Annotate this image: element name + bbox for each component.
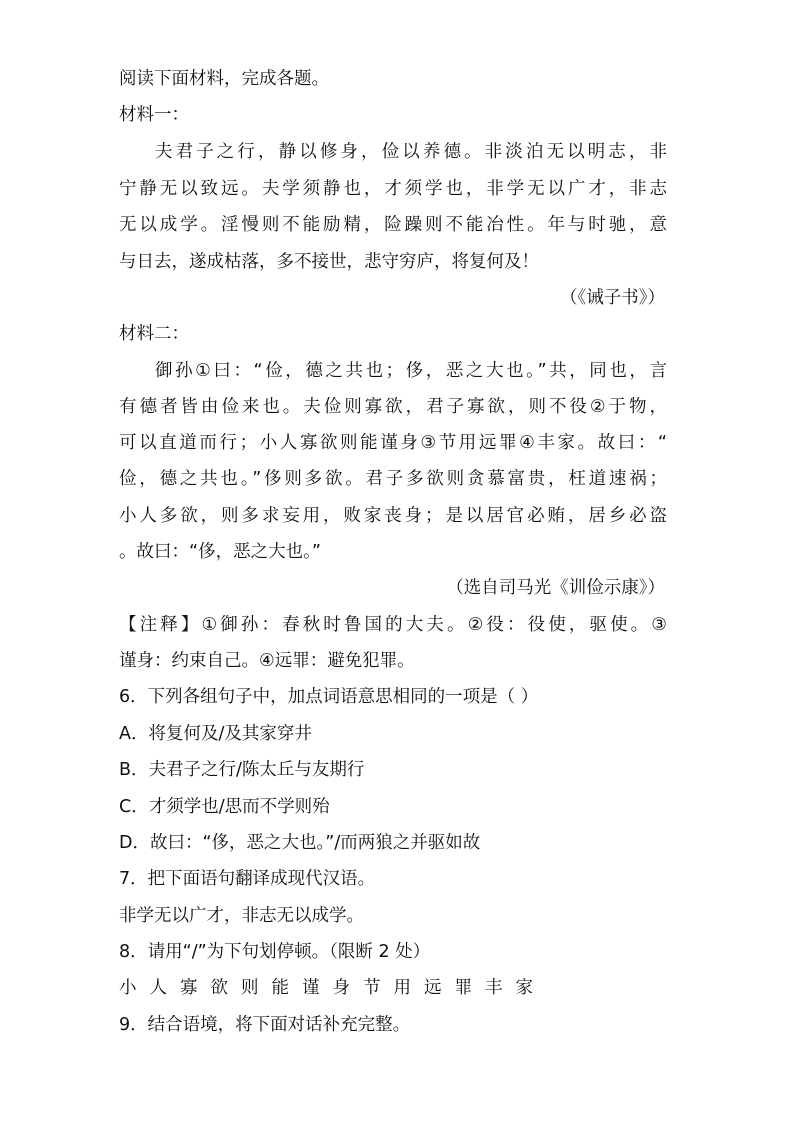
- question-6-option-d: D．故曰：“侈，恶之大也。”/而两狼之并驱如故: [119, 833, 481, 853]
- intro-instruction: 阅读下面材料，完成各题。: [119, 69, 329, 89]
- material-1-line: 夫君子之行，静以修身，俭以养德。非淡泊无以明志，非: [155, 142, 667, 162]
- material-2-line: 有德者皆由俭来也。夫俭则寡欲，君子寡欲，则不役②于物，: [119, 397, 667, 417]
- material-2-line: 可以直道而行；小人寡欲则能谨身③节用远罪④丰家。故曰：“: [119, 433, 667, 453]
- material-1-source: （《诫子书》）: [560, 288, 665, 308]
- notes-line: 谨身：约束自己。④远罪：避免犯罪。: [119, 651, 415, 671]
- material-2-line: 小人多欲，则多求妄用，败家丧身；是以居官必贿，居乡必盗: [119, 506, 667, 526]
- material-1-line: 宁静无以致远。夫学须静也，才须学也，非学无以广才，非志: [119, 179, 667, 199]
- question-6-stem: 6．下列各组句子中，加点词语意思相同的一项是（ ）: [119, 687, 539, 707]
- question-6-option-c: C．才须学也/思而不学则殆: [119, 797, 330, 817]
- material-2-source: （选自司马光《训俭示康》）: [446, 578, 665, 598]
- material-2-line: 。故曰：“侈，恶之大也。”: [119, 542, 321, 562]
- material-2-line: 御孙①曰：“俭，德之共也；侈，恶之大也。”共，同也，言: [155, 361, 667, 381]
- material-2-line: 俭，德之共也。”侈则多欲。君子多欲则贪慕富贵，枉道速祸；: [119, 469, 667, 489]
- question-9-stem: 9．结合语境，将下面对话补充完整。: [119, 1015, 411, 1035]
- notes-line: 【注释】①御孙：春秋时鲁国的大夫。②役：役使，驱使。③: [119, 615, 667, 635]
- question-8-sentence: 小人寡欲则能谨身节用远罪丰家: [119, 978, 546, 998]
- question-8-stem: 8．请用“/”为下句划停顿。（限断 2 处）: [119, 942, 431, 962]
- material-1-title: 材料一：: [119, 105, 189, 125]
- question-6-option-b: B．夫君子之行/陈太丘与友期行: [119, 760, 365, 780]
- material-2-title: 材料二：: [119, 324, 189, 344]
- question-7-sentence: 非学无以广才，非志无以成学。: [119, 906, 364, 926]
- material-1-line: 与日去，遂成枯落，多不接世，悲守穷庐，将复何及！: [119, 252, 539, 272]
- question-7-stem: 7．把下面语句翻译成现代汉语。: [119, 869, 376, 889]
- question-6-option-a: A．将复何及/及其家穿井: [119, 724, 312, 744]
- material-1-line: 无以成学。淫慢则不能励精，险躁则不能冶性。年与时驰，意: [119, 215, 667, 235]
